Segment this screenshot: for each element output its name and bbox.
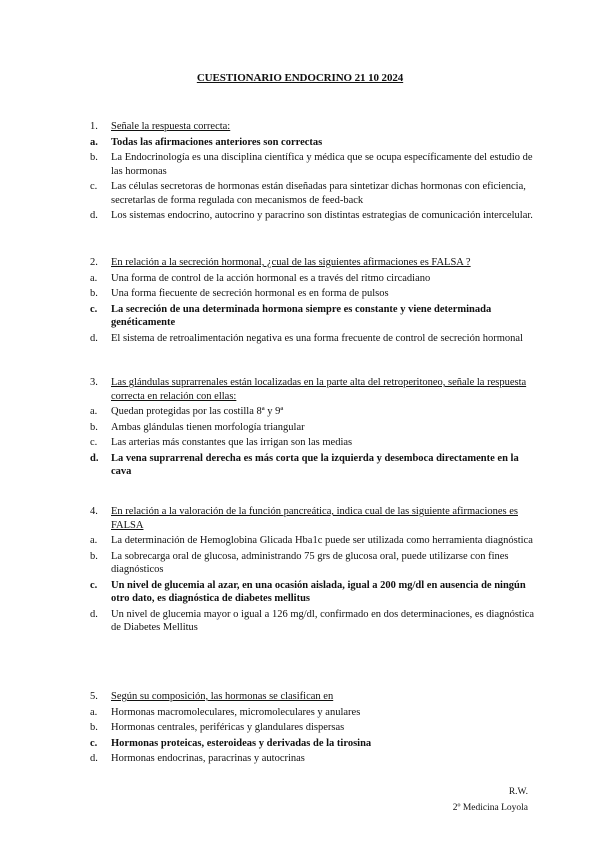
option-letter: b. [90, 152, 98, 163]
question-text: En relación a la valoración de la función pancreática, indica cual de las siguiente afirmaciones es FALSA [111, 506, 518, 531]
option-letter: c. [90, 303, 98, 315]
question-number: 1. [90, 121, 98, 132]
option-d [88, 608, 538, 635]
option-letter: a. [90, 535, 98, 546]
question-number: 4. [90, 506, 98, 517]
option-letter: b. [90, 421, 98, 433]
option-c [88, 303, 538, 330]
option-c [88, 579, 538, 606]
signature-block [453, 786, 528, 815]
signature-course: 2º Medicina Loyola [452, 803, 528, 813]
option-a [88, 706, 538, 720]
option-text: La secreción de una determinada hormona siempre es constante y viene determinada genéticamente [111, 303, 492, 328]
question-3 [88, 376, 538, 479]
option-d [88, 752, 538, 766]
option-letter: a. [90, 406, 98, 417]
question-number: 2. [90, 257, 98, 268]
option-text: La vena suprarrenal derecha es más corta que la izquierda y desemboca directamente en la cava [111, 452, 519, 477]
option-letter: b. [90, 722, 98, 733]
option-a [88, 272, 538, 286]
question-4 [88, 505, 538, 635]
option-text: La determinación de Hemoglobina Glicada Hba1c puede ser utilizada como herramienta diagnóstica [111, 535, 533, 546]
question-text: Las glándulas suprarrenales están localizadas en la parte alta del retroperitoneo, señale la respuesta correcta en relación con ellas: [111, 377, 527, 402]
option-text: Ambas glándulas tienen morfología triangular [111, 421, 305, 433]
question-text: En relación a la secreción hormonal, ¿cual de las siguientes afirmaciones es FALSA ? [111, 257, 471, 268]
option-letter: d. [90, 753, 98, 764]
option-text: Las arterias más constantes que las irrigan son las medias [111, 437, 353, 448]
option-c [88, 737, 538, 751]
option-text: Una forma de control de la acción hormonal es a través del ritmo circadiano [111, 272, 431, 284]
option-a [88, 405, 538, 419]
document-title: CUESTIONARIO ENDOCRINO 21 10 2024 [196, 72, 404, 84]
option-letter: c. [90, 181, 98, 192]
option-text: Quedan protegidas por las costilla 8ª y 9ª [111, 406, 284, 417]
option-c [88, 180, 538, 207]
option-b [88, 151, 538, 178]
option-letter: d. [90, 332, 98, 344]
option-text: Las células secretoras de hormonas están diseñadas para sintetizar dichas hormonas con eficiencia, secretarlas de forma regulada con mecanismos de feed-back [111, 181, 526, 206]
option-letter: c. [90, 437, 98, 448]
option-text: Todas las afirmaciones anteriores son correctas [111, 136, 323, 148]
question-stem [88, 120, 538, 134]
question-5 [88, 690, 538, 766]
option-letter: c. [90, 737, 98, 749]
option-letter: d. [90, 452, 99, 464]
option-a [88, 534, 538, 548]
question-text: Señale la respuesta correcta: [111, 121, 231, 132]
option-text: Hormonas proteicas, esteroideas y derivadas de la tirosina [111, 737, 372, 749]
option-text: Una forma fiecuente de secreción hormonal es en forma de pulsos [111, 288, 389, 299]
option-letter: a. [90, 136, 98, 148]
option-b [88, 287, 538, 301]
option-text: Un nivel de glucemia mayor o igual a 126 mg/dl, confirmado en dos determinaciones, es diagnóstica de Diabetes Mellitus [111, 608, 535, 633]
signature-initials: R.W. [508, 787, 528, 797]
option-text: Hormonas macromoleculares, micromoleculares y anulares [111, 706, 361, 718]
question-2 [88, 256, 538, 345]
question-text: Según su composición, las hormonas se clasifican en [111, 691, 334, 702]
question-number: 3. [90, 377, 98, 388]
option-text: El sistema de retroalimentación negativa es una forma frecuente de control de secreción hormonal [111, 332, 523, 344]
question-number: 5. [90, 691, 98, 702]
option-b [88, 721, 538, 735]
question-1 [88, 120, 538, 223]
option-letter: d. [90, 210, 98, 221]
option-d [88, 209, 538, 223]
option-d [88, 452, 538, 479]
option-text: Hormonas endocrinas, paracrinas y autocrinas [111, 753, 305, 764]
option-letter: d. [90, 608, 98, 620]
option-text: Un nivel de glucemia al azar, en una ocasión aislada, igual a 200 mg/dl en ausencia de ningún otro dato, es diagnóstica de diabetes mellitus [111, 579, 526, 604]
question-stem [88, 376, 538, 403]
option-a [88, 136, 538, 150]
option-c [88, 436, 538, 450]
option-letter: a. [90, 272, 98, 284]
option-letter: b. [90, 288, 98, 299]
option-letter: b. [90, 550, 98, 562]
question-stem [88, 256, 538, 270]
option-text: La sobrecarga oral de glucosa, administrando 75 grs de glucosa oral, puede utilizarse con fines diagnósticos [111, 550, 509, 575]
option-d [88, 332, 538, 346]
option-text: La Endocrinología es una disciplina científica y médica que se ocupa específicamente del estudio de las hormonas [111, 152, 533, 177]
option-text: Hormonas centrales, periféricas y glandulares dispersas [111, 722, 345, 733]
option-b [88, 421, 538, 435]
question-stem [88, 690, 538, 704]
option-text: Los sistemas endocrino, autocrino y paracrino son distintas estrategias de comunicación intercelular. [111, 210, 533, 221]
option-letter: a. [90, 706, 98, 718]
option-b [88, 550, 538, 577]
option-letter: c. [90, 579, 98, 591]
question-stem [88, 505, 538, 532]
